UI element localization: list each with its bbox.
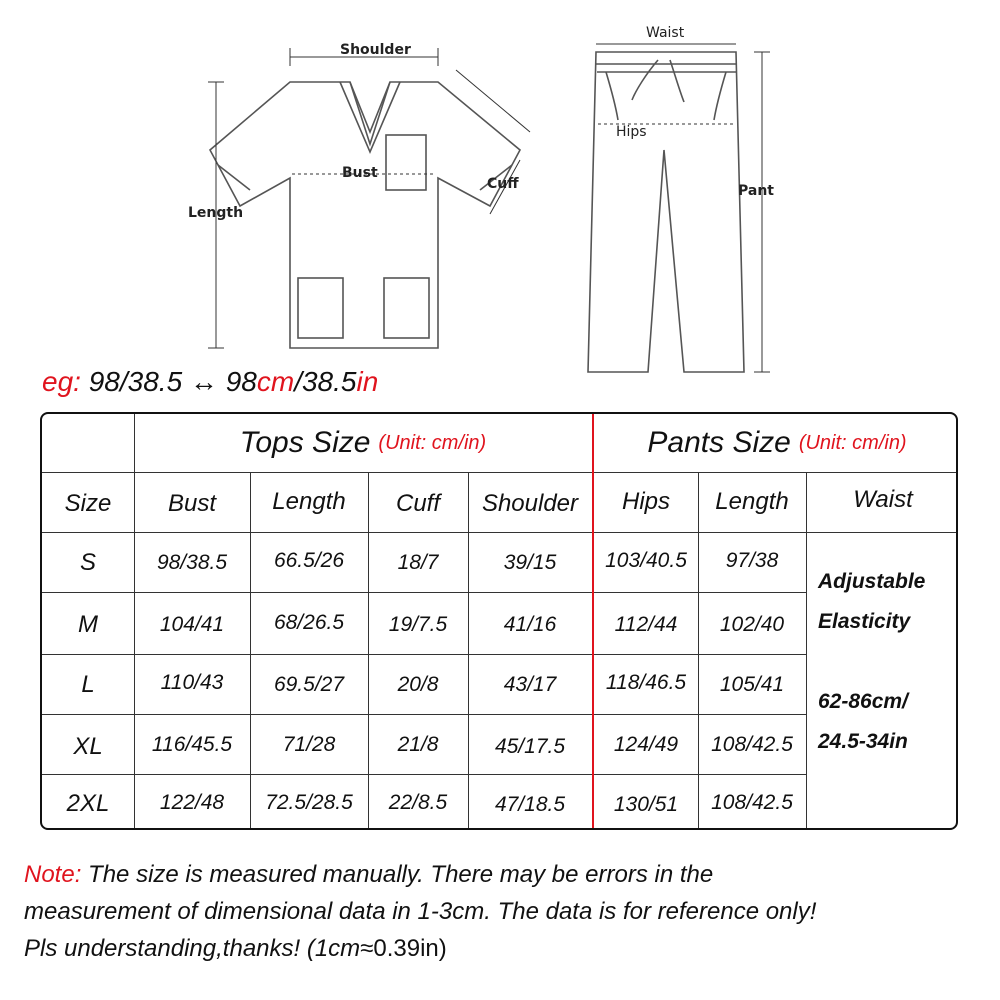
- cell-pant-length: 108/42.5: [711, 733, 793, 756]
- row-size-m: M: [78, 611, 98, 638]
- cell-shoulder: 41/16: [503, 613, 557, 636]
- tops-unit: (Unit: cm/in): [378, 431, 487, 454]
- waist-note-spacer: [818, 642, 958, 682]
- cell-pant-length: 105/41: [719, 673, 785, 696]
- pants-size-title: Pants Size: [647, 426, 791, 459]
- measurement-note: [24, 856, 984, 967]
- waist-note-line: 24.5-34in: [818, 730, 908, 753]
- note-text-3b: ≈0.39in): [360, 935, 447, 962]
- example-left: 98/38.5: [88, 366, 183, 397]
- column-header-shoulder: Shoulder: [481, 490, 579, 517]
- cell-shoulder: 45/17.5: [494, 735, 566, 758]
- waist-adjustable-note: [818, 562, 958, 762]
- tops-size-title: Tops Size: [239, 426, 371, 459]
- note-label: Note:: [24, 861, 82, 888]
- pants-unit: (Unit: cm/in): [798, 431, 907, 454]
- cell-hips: 103/40.5: [605, 549, 687, 572]
- cell-pant-length: 97/38: [725, 549, 779, 572]
- cell-hips: 118/46.5: [605, 671, 687, 694]
- column-header-hips: Hips: [621, 488, 670, 515]
- cell-pant-length: 108/42.5: [711, 791, 793, 814]
- cell-length: 72.5/28.5: [265, 791, 353, 814]
- cell-bust: 116/45.5: [151, 733, 233, 756]
- row-size-2xl: 2XL: [66, 790, 110, 817]
- table-divider: [42, 714, 806, 715]
- table-divider: [42, 472, 134, 473]
- cell-length: 68/26.5: [273, 611, 345, 634]
- example-cm-value: 98: [225, 366, 257, 397]
- length-label: Length: [188, 205, 244, 221]
- example-cm-unit: cm: [256, 366, 295, 397]
- example-slash: /: [294, 366, 302, 397]
- cell-hips: 112/44: [614, 613, 678, 636]
- hips-label: Hips: [616, 124, 647, 140]
- cell-cuff: 19/7.5: [388, 613, 448, 636]
- note-text-1: The size is measured manually. There may be errors in the: [81, 861, 714, 888]
- column-header-length: Length: [272, 488, 346, 515]
- cell-cuff: 21/8: [397, 733, 439, 756]
- example-conversion: [42, 366, 378, 398]
- cell-length: 69.5/27: [273, 673, 345, 696]
- example-in-value: 38.5: [301, 366, 357, 397]
- cell-shoulder: 43/17: [503, 673, 557, 696]
- column-header-bust: Bust: [167, 490, 217, 517]
- column-header-pant-length: Length: [715, 488, 789, 515]
- waist-note-line: Adjustable: [818, 570, 926, 593]
- example-prefix: eg:: [42, 366, 81, 397]
- column-header-waist: Waist: [853, 486, 913, 513]
- example-in-unit: in: [356, 366, 379, 397]
- note-text-3a: Pls understanding,thanks! (1cm: [24, 935, 361, 962]
- shoulder-label: Shoulder: [340, 42, 411, 58]
- garment-illustration: [0, 0, 1000, 400]
- waist-note-line: 62-86cm/: [818, 690, 908, 713]
- cell-bust: 98/38.5: [156, 551, 228, 574]
- waist-note-line: Elasticity: [818, 610, 911, 633]
- row-size-l: L: [81, 671, 95, 698]
- cuff-label: Cuff: [487, 176, 519, 192]
- cell-cuff: 20/8: [397, 673, 439, 696]
- cell-cuff: 22/8.5: [388, 791, 448, 814]
- cell-cuff: 18/7: [397, 551, 439, 574]
- bust-label: Bust: [342, 165, 378, 181]
- cell-bust: 104/41: [159, 613, 225, 636]
- column-header-size: Size: [64, 490, 112, 517]
- cell-pant-length: 102/40: [719, 613, 785, 636]
- column-header-cuff: Cuff: [395, 490, 440, 517]
- cell-shoulder: 47/18.5: [494, 793, 566, 816]
- example-arrow: ↔: [189, 366, 218, 397]
- cell-length: 66.5/26: [273, 549, 345, 572]
- size-diagram: [0, 0, 1000, 400]
- cell-length: 71/28: [282, 733, 336, 756]
- row-size-s: S: [79, 549, 96, 576]
- pants-size-header: [594, 414, 958, 472]
- note-line-3: [24, 930, 984, 967]
- cell-shoulder: 39/15: [503, 551, 557, 574]
- row-size-xl: XL: [73, 733, 103, 760]
- note-line-2: measurement of dimensional data in 1-3cm. The data is for reference only!: [24, 898, 817, 925]
- size-table: [40, 412, 958, 830]
- cell-bust: 122/48: [159, 791, 225, 814]
- cell-hips: 130/51: [613, 793, 679, 816]
- tops-size-header: [134, 414, 592, 472]
- cell-bust: 110/43: [160, 671, 224, 694]
- pant-label: Pant: [738, 183, 774, 199]
- cell-hips: 124/49: [613, 733, 679, 756]
- waist-label: Waist: [646, 25, 685, 41]
- table-divider: [42, 592, 806, 593]
- note-line-1: [24, 856, 984, 893]
